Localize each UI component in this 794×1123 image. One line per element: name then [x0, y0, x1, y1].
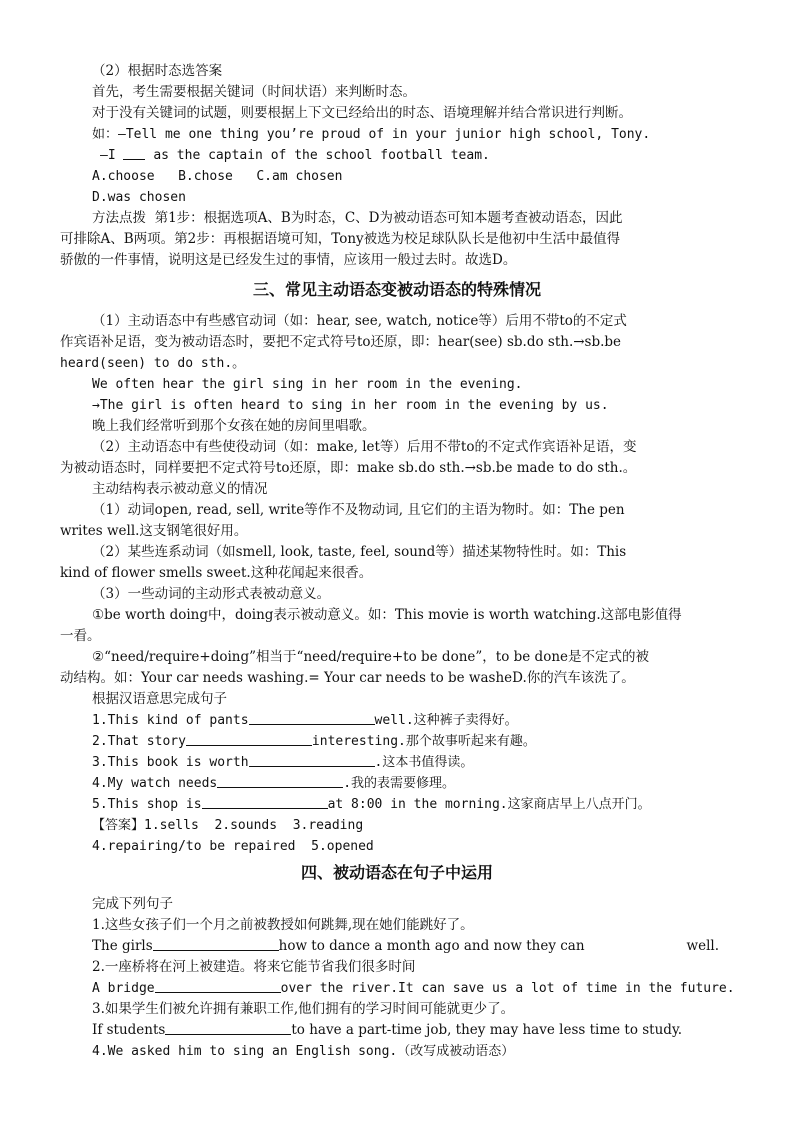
- paragraph-line: ②“need/require+doing”相当于“need/require+to be done”，to be done是不定式的被: [92, 649, 649, 665]
- section-heading: 三、常见主动语态变被动语态的特殊情况: [252, 280, 541, 299]
- example-line: [100, 145, 794, 166]
- example-prefix: —I: [100, 148, 116, 163]
- exercise-item: [92, 794, 794, 815]
- paragraph-line: kind of flower smells sweet.这种花闻起来很香。: [60, 565, 373, 581]
- item-text: .我的表需要修理。: [343, 776, 456, 791]
- item-text: to have a part-time job, they may have less time to study.: [291, 1022, 683, 1038]
- answer-line: 【答案】1.sells 2.sounds 3.reading: [92, 818, 364, 833]
- paragraph-line: heard(seen) to do sth.。: [60, 356, 246, 371]
- example-line: We often hear the girl sing in her room in the evening.: [92, 377, 523, 392]
- fill-blank: [249, 752, 375, 767]
- fill-blank: [249, 710, 375, 725]
- options-line: A.choose B.chose C.am chosen: [92, 169, 343, 184]
- fill-blank: [165, 1020, 291, 1035]
- exercise-prompt: 2.一座桥将在河上被建造。将来它能节省我们很多时间: [92, 959, 416, 975]
- paragraph-line: （2）主动语态中有些使役动词（如：make, let等）后用不带to的不定式作宾语补足语，变: [92, 439, 637, 455]
- answer-blank: [123, 145, 145, 160]
- exercise-item: [92, 1020, 794, 1041]
- paragraph-line: （1）主动语态中有些感官动词（如：hear, see, watch, notice等）后用不带to的不定式: [92, 313, 627, 329]
- item-text: 4.My watch needs: [92, 776, 218, 791]
- exercise-prompt: 4.We asked him to sing an English song.（改写成被动语态）: [92, 1044, 515, 1059]
- paragraph-line: 方法点拨 第1步：根据选项A、B为时态，C、D为被动语态可知本题考查被动语态，因此: [92, 210, 623, 226]
- item-text: 1.This kind of pants: [92, 713, 249, 728]
- paragraph-line: writes well.这支钢笔很好用。: [60, 523, 248, 539]
- paragraph-line: 晚上我们经常听到那个女孩在她的房间里唱歌。: [92, 418, 376, 434]
- paragraph-line: 一看。: [60, 628, 101, 644]
- exercise-prompt: 3.如果学生们被允许拥有兼职工作,他们拥有的学习时间可能就更少了。: [92, 1001, 515, 1017]
- paragraph-line: 骄傲的一件事情，说明这是已经发生过的事情，应该用一般过去时。故选D。: [60, 252, 517, 268]
- example-line: 如：—Tell me one thing you’re proud of in your junior high school, Tony.: [92, 127, 651, 142]
- paragraph-line: （1）动词open, read, sell, write等作不及物动词, 且它们的主语为物时。如：The pen: [92, 502, 625, 518]
- paragraph-line: 首先，考生需要根据关键词（时间状语）来判断时态。: [92, 84, 416, 100]
- exercise-item: [92, 710, 794, 731]
- options-line: D.was chosen: [92, 190, 186, 205]
- item-text: 5.This shop is: [92, 797, 202, 812]
- paragraph-line: 作宾语补足语，变为被动语态时，要把不定式符号to还原，即：hear(see) sb.do sth.→sb.be: [60, 334, 622, 350]
- item-text: 2.That story: [92, 734, 186, 749]
- exercise-item: [92, 978, 794, 999]
- item-text: 3.This book is worth: [92, 755, 249, 770]
- item-text: at 8:00 in the morning.这家商店早上八点开门。: [327, 797, 651, 812]
- paragraph-line: 对于没有关键词的试题，则要根据上下文已经给出的时态、语境理解并结合常识进行判断。: [92, 105, 632, 121]
- item-text: A bridge: [92, 981, 155, 996]
- subsection-title: （2）根据时态选答案: [92, 63, 223, 79]
- exercise-item: [92, 731, 794, 752]
- fill-blank: [217, 773, 343, 788]
- item-text: interesting.那个故事听起来有趣。: [311, 734, 536, 749]
- example-suffix: as the captain of the school football team.: [153, 148, 490, 163]
- example-line: →The girl is often heard to sing in her room in the evening by us.: [92, 398, 609, 413]
- exercise-item: [92, 773, 794, 794]
- paragraph-line: ①be worth doing中，doing表示被动意义。如：This movie is worth watching.这部电影值得: [92, 607, 682, 623]
- paragraph-line: 可排除A、B两项。第2步：再根据语境可知，Tony被选为校足球队队长是他初中生活中最值得: [60, 231, 621, 247]
- exercise-item: [92, 752, 794, 773]
- exercise-prompt: 1.这些女孩子们一个月之前被教授如何跳舞,现在她们能跳好了。: [92, 917, 474, 933]
- exercise-title: 完成下列句子: [92, 896, 173, 912]
- answer-line: 4.repairing/to be repaired 5.opened: [92, 839, 374, 854]
- fill-blank: [153, 936, 279, 951]
- paragraph-line: 动结构。如：Your car needs washing.= Your car needs to be washeD.你的汽车该洗了。: [60, 670, 635, 686]
- paragraph-line: 为被动语态时，同样要把不定式符号to还原，即：make sb.do sth.→sb.be made to do sth.。: [60, 460, 637, 476]
- paragraph-line: （3）一些动词的主动形式表被动意义。: [92, 586, 331, 602]
- item-text: over the river.It can save us a lot of time in the future.: [280, 981, 735, 996]
- paragraph-line: （2）某些连系动词（如smell, look, taste, feel, sound等）描述某物特性时。如：This: [92, 544, 627, 560]
- exercise-title: 根据汉语意思完成句子: [92, 691, 227, 707]
- item-text: well.这种裤子卖得好。: [374, 713, 518, 728]
- item-text: how to dance a month ago and now they can: [278, 938, 585, 954]
- item-text: well.: [686, 938, 720, 954]
- subsection-title: 主动结构表示被动意义的情况: [92, 481, 268, 497]
- item-text: .这本书值得读。: [374, 755, 474, 770]
- section-heading: 四、被动语态在句子中运用: [300, 863, 493, 882]
- item-text: The girls: [92, 938, 153, 954]
- exercise-item: [92, 936, 794, 957]
- fill-blank: [155, 978, 281, 993]
- fill-blank: [202, 794, 328, 809]
- item-text: If students: [92, 1022, 166, 1038]
- fill-blank: [186, 731, 312, 746]
